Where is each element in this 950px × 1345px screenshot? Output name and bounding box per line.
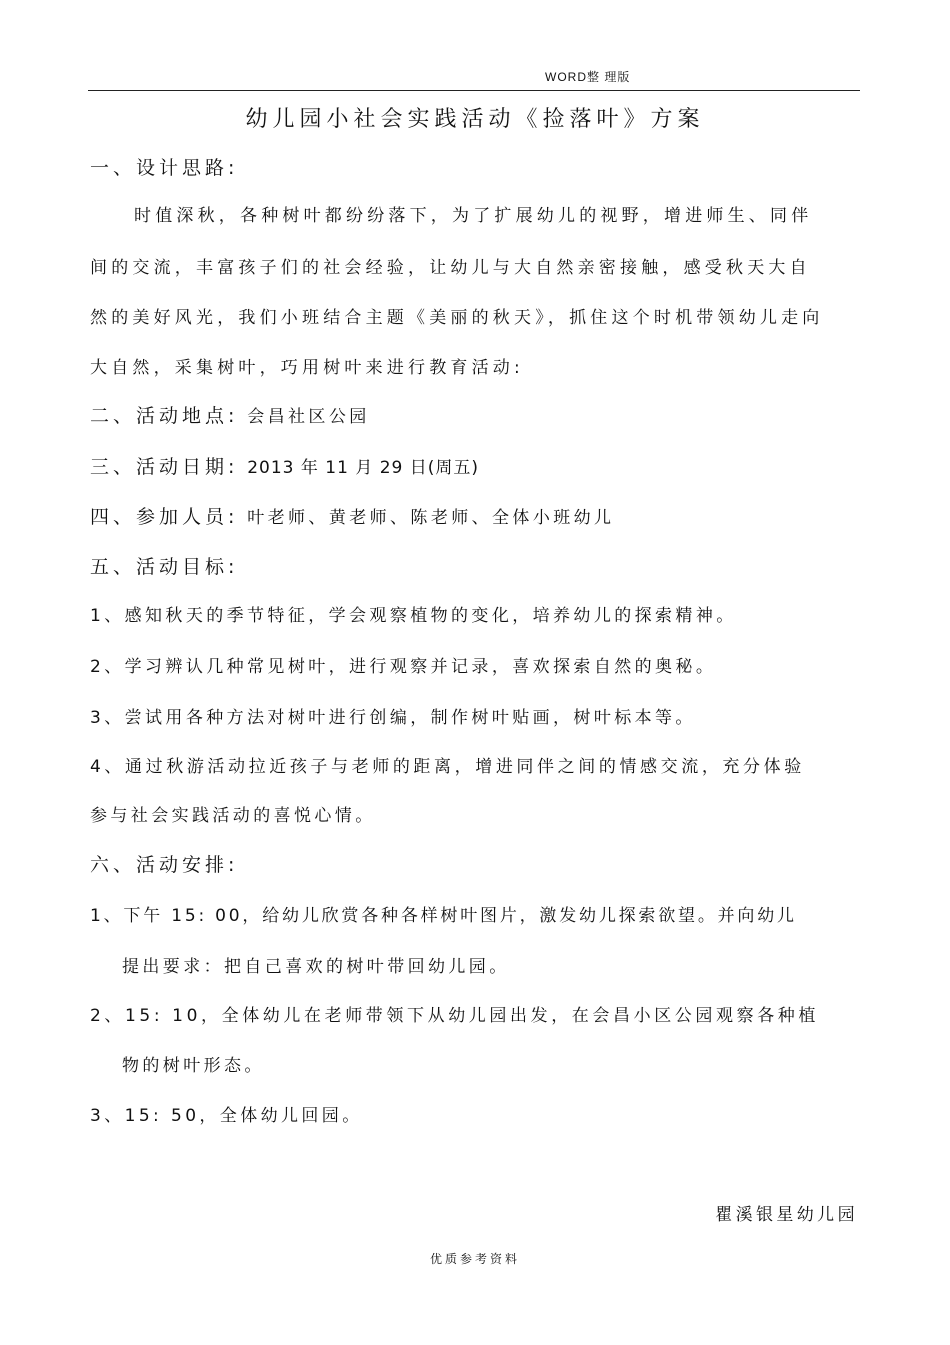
schedule-item: 1、下午 15: 00，给幼儿欣赏各种各样树叶图片，激发幼儿探索欲望。并向幼儿 [90,906,797,926]
location-value: 会昌社区公园 [247,407,370,427]
section-heading-goals: 五、活动目标: [90,556,239,578]
section-row-location [90,404,370,429]
section-heading-design: 一、设计思路: [90,157,239,179]
goal-item-continued: 参与社会实践活动的喜悦心情。 [90,806,376,826]
section-heading-date: 三、活动日期: [90,456,239,478]
schedule-item-continued: 提出要求：把自己喜欢的树叶带回幼儿园。 [122,957,510,977]
date-value: 2013 年 11 月 29 日(周五) [247,458,480,478]
section-row-date [90,455,479,480]
goal-item: 3、尝试用各种方法对树叶进行创编，制作树叶贴画，树叶标本等。 [90,708,696,728]
section-heading-location: 二、活动地点: [90,405,239,427]
header-label: WORD整 理版 [545,70,631,84]
section-heading-participants: 四、参加人员: [90,506,239,528]
paragraph-line: 间的交流，丰富孩子们的社会经验，让幼儿与大自然亲密接触，感受秋天大自 [90,258,811,278]
document-title: 幼儿园小社会实践活动《捡落叶》方案 [245,107,705,132]
goal-item: 1、感知秋天的季节特征，学会观察植物的变化，培养幼儿的探索精神。 [90,606,737,626]
paragraph-line: 大自然，采集树叶，巧用树叶来进行教育活动: [90,358,524,378]
section-row-participants [90,505,614,530]
signature: 瞿溪银星幼儿园 [715,1205,858,1225]
section-heading-schedule: 六、活动安排: [90,854,239,876]
header-rule [88,90,860,91]
goal-item: 2、学习辨认几种常见树叶，进行观察并记录，喜欢探索自然的奥秘。 [90,657,717,677]
schedule-item-continued: 物的树叶形态。 [122,1056,265,1076]
schedule-item: 3、15: 50，全体幼儿回园。 [90,1106,363,1126]
paragraph-line: 然的美好风光，我们小班结合主题《美丽的秋天》，抓住这个时机带领幼儿走向 [90,308,824,328]
goal-item: 4、通过秋游活动拉近孩子与老师的距离，增进同伴之间的情感交流，充分体验 [90,757,805,777]
schedule-item: 2、15: 10，全体幼儿在老师带领下从幼儿园出发，在会昌小区公园观察各种植 [90,1006,820,1026]
footer-label: 优质参考资料 [429,1252,520,1266]
participants-value: 叶老师、黄老师、陈老师、全体小班幼儿 [247,508,615,528]
paragraph-line: 时值深秋，各种树叶都纷纷落下，为了扩展幼儿的视野，增进师生、同伴 [134,206,813,226]
